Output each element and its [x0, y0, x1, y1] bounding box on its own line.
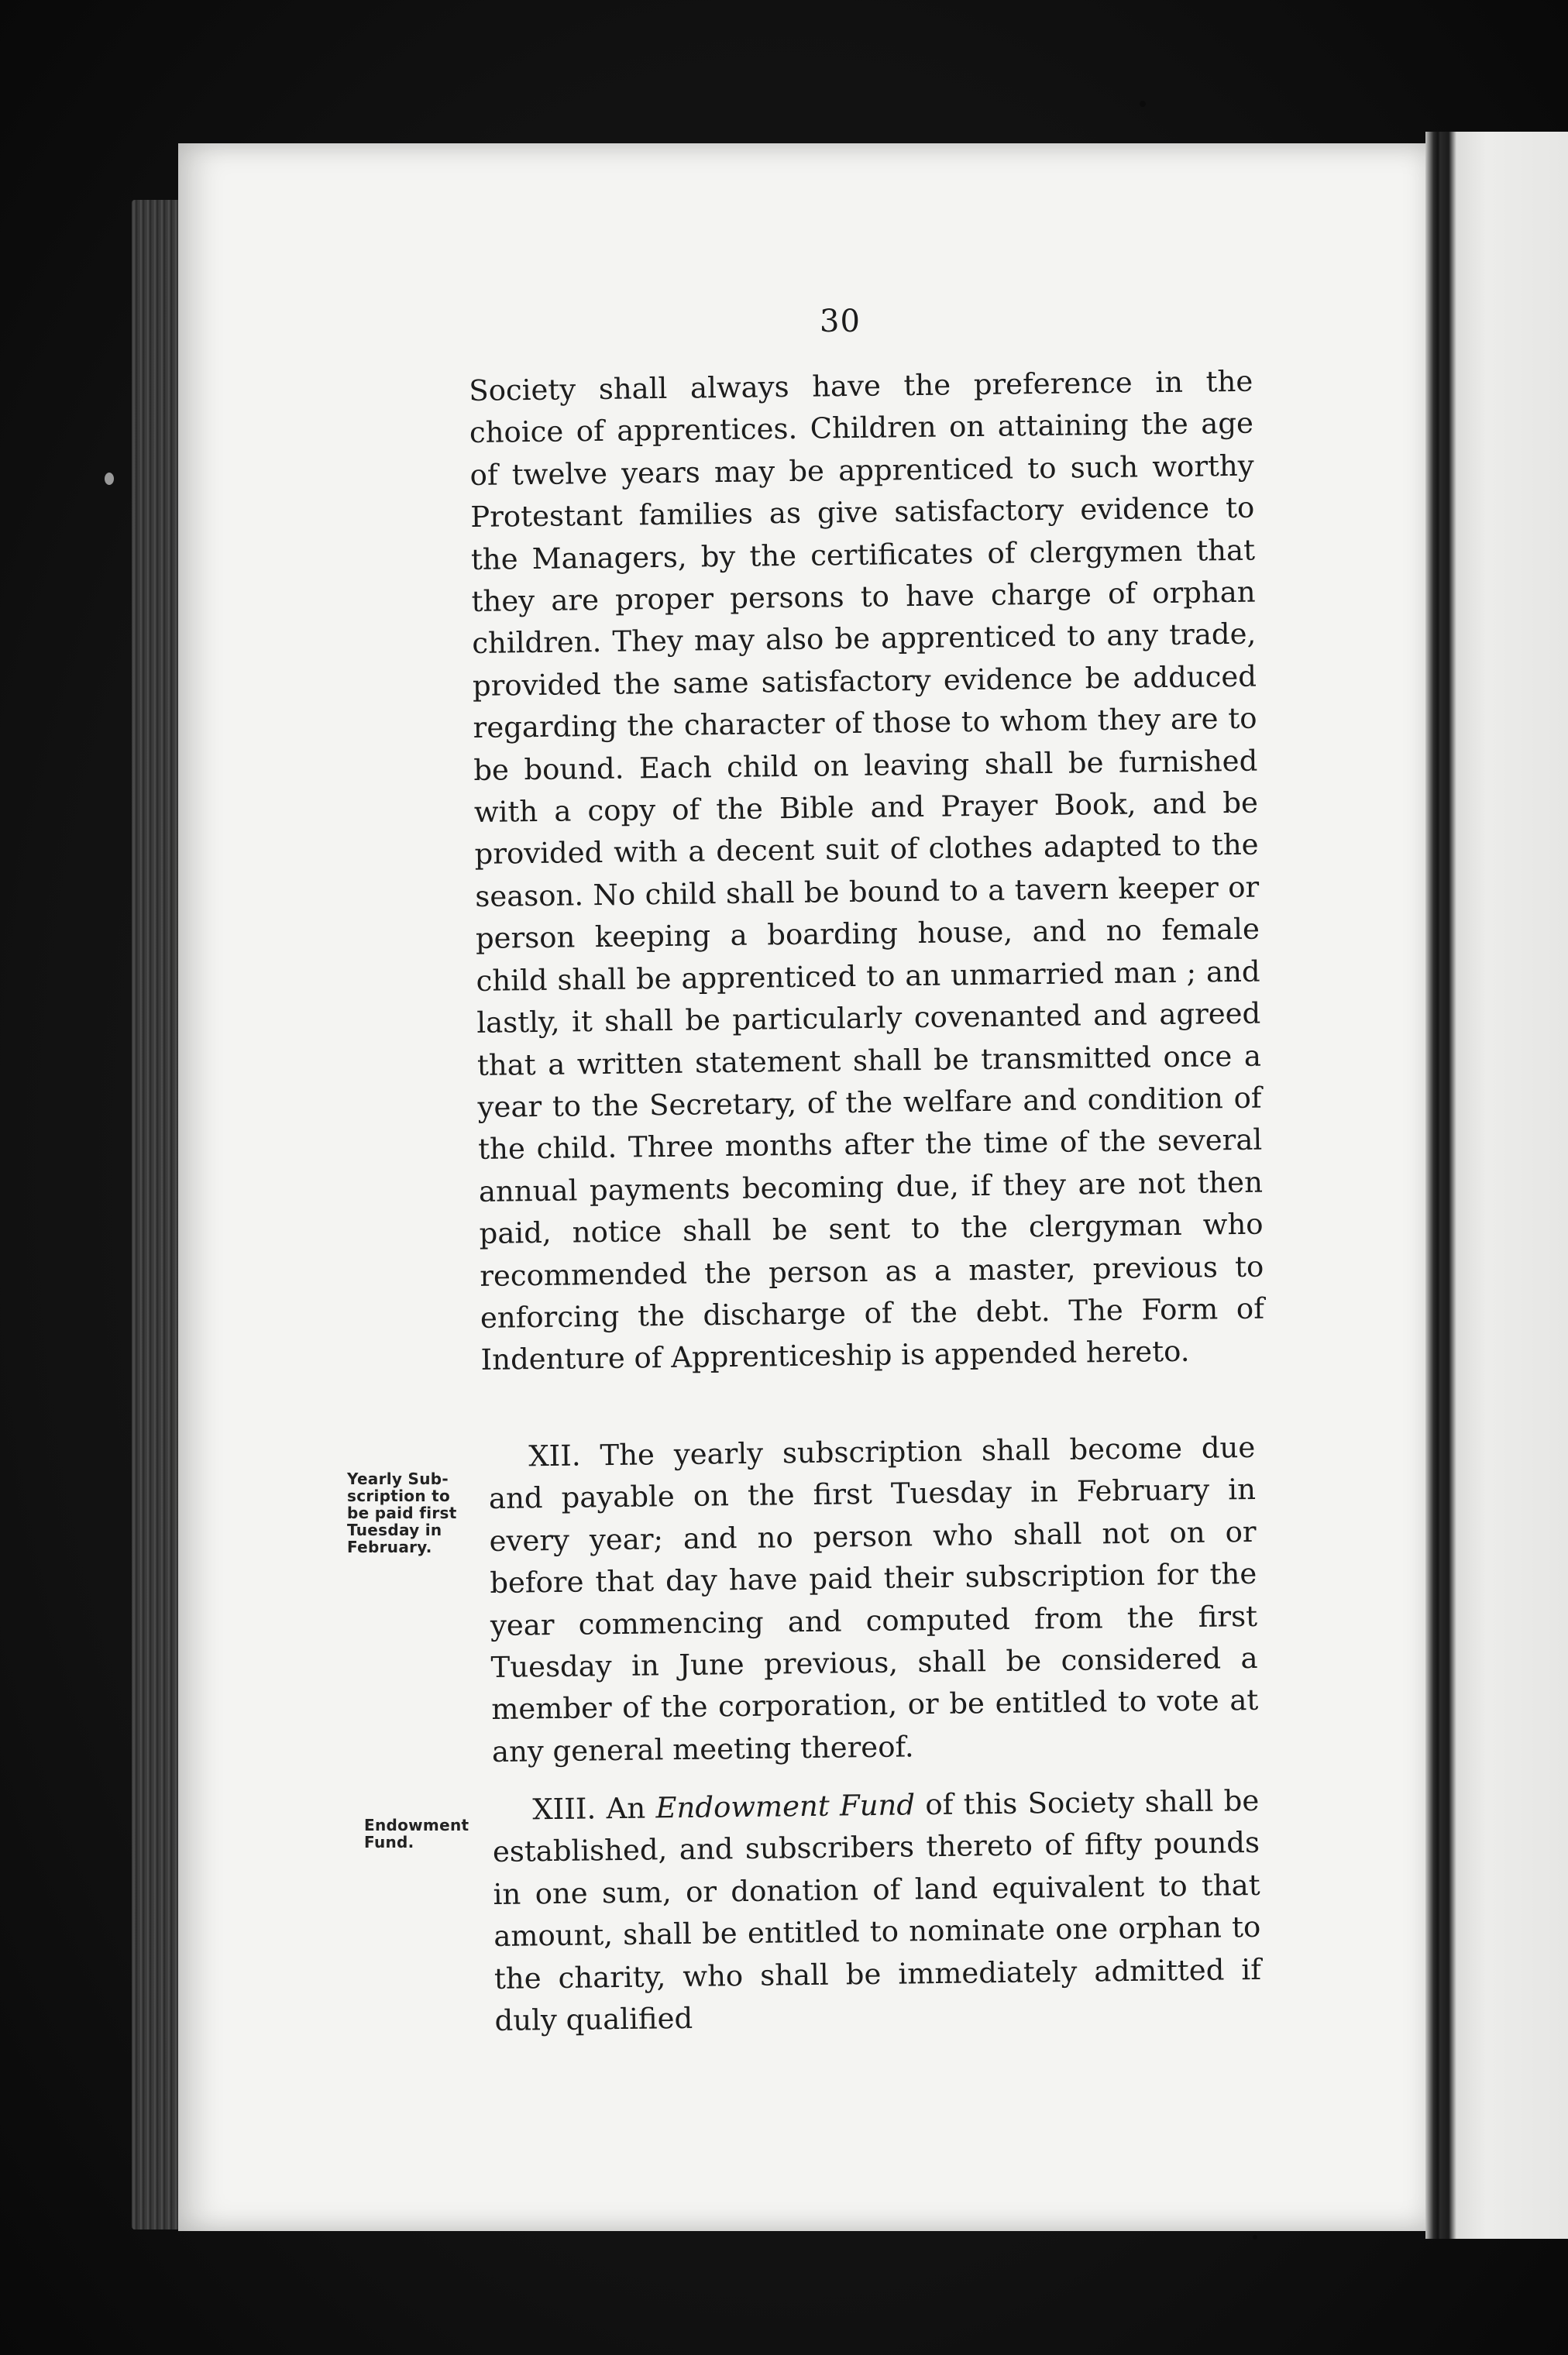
sidenote-line: scription to: [347, 1487, 451, 1505]
body-paragraph: [469, 361, 1265, 1382]
section-xii-text: XII. The yearly subscription shall become due and payable on the first Tuesday in February in every year; and no person who shall not on or before that day have paid their subscription for the year commencing and computed from the first Tuesday in June previous, shall be considered a member of the corporation, or be entitled to vote at any general meeting thereof.: [488, 1430, 1259, 1769]
body-paragraph-text: Society shall always have the preference in the choice of apprentices. Children on attaining the age of twelve years may be apprenticed to such worthy Protestant families as give satisfactory evidence to the Managers, by the certificates of clergymen that they are proper persons to have charge of orphan children. They may also be apprenticed to any trade, provided the same satisfactory evidence be adduced regarding the character of those to whom they are to be bound. Each child on leaving shall be furnished with a copy of the Bible and Prayer Book, and be provided with a decent suit of clothes adapted to the season. No child shall be bound to a tavern keeper or person keeping a boarding house, and no female child shall be apprenticed to an unmarried man ; and lastly, it shall be particularly covenanted and agreed that a written statement shall be transmitted once a year to the Secretary, of the welfare and condition of the child. Three months after the time of the several annual payments becoming due, if they are not then paid, notice shall be sent to the clergyman who recommended the person as a master, previous to enforcing the discharge of the debt. The Form of Indenture of Apprenticeship is appended hereto.: [469, 364, 1265, 1377]
sidenote-line: Fund.: [364, 1833, 414, 1851]
sidenote-line: February.: [347, 1538, 432, 1556]
facing-page-edge: [1439, 132, 1568, 2239]
sidenote-line: be paid first: [347, 1504, 457, 1522]
sidenote-line: Endowment: [364, 1816, 469, 1834]
endowment-fund-italic: Endowment Fund: [655, 1788, 916, 1825]
dust-speck: [105, 473, 114, 485]
sidenote-endowment-fund: [364, 1817, 496, 1851]
section-xiii-text: [492, 1780, 1262, 2043]
sidenote-line: Yearly Sub-: [347, 1470, 449, 1488]
section-xiii-text-rest: of this Society shall be established, and subscribers thereto of fifty pounds in one sum, or donation of land equivalent to that amount, shall be entitled to nominate one orphan to the charity, who shall be immediately admitted if duly qualified: [492, 1783, 1262, 2038]
section-xii: [488, 1427, 1259, 1773]
sidenote-yearly-subscription: [347, 1470, 487, 1556]
page-number: 30: [820, 304, 861, 339]
dust-speck: [1253, 2235, 1257, 2240]
section-xiii-text-start: XIII. An: [532, 1791, 656, 1827]
sidenote-line: Tuesday in: [347, 1521, 442, 1539]
section-xiii: [492, 1780, 1262, 2043]
dust-speck: [1140, 101, 1146, 107]
